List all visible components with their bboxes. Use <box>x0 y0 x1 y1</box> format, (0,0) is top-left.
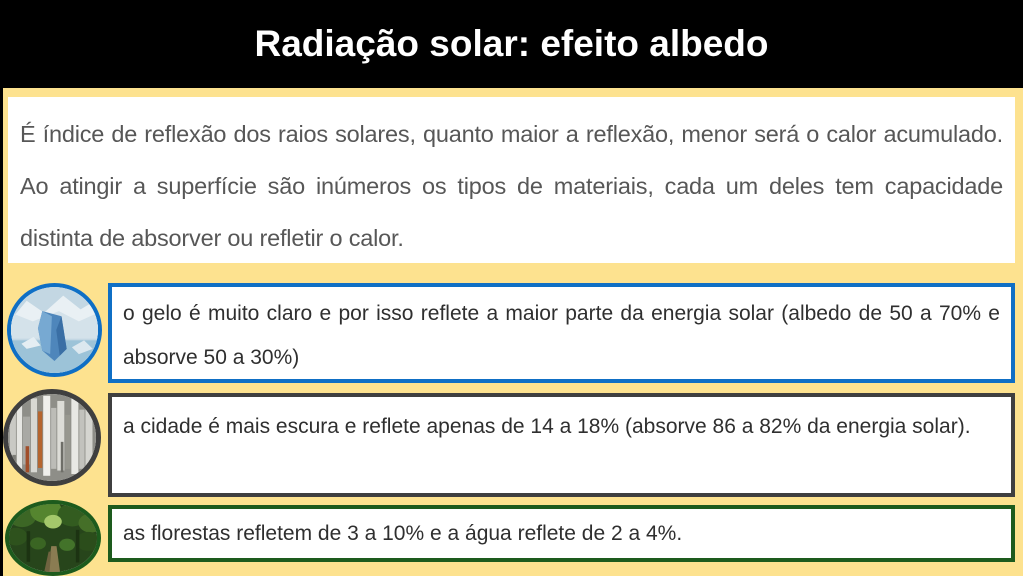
left-edge-stripe <box>0 0 3 576</box>
city-aerial-image <box>3 389 101 486</box>
header-bar <box>0 0 1023 88</box>
page-title: Radiação solar: efeito albedo <box>254 23 769 64</box>
intro-box <box>8 97 1015 263</box>
albedo-text-forest: as florestas refletem de 3 a 10% e a água reflete de 2 a 4%. <box>123 522 683 545</box>
albedo-row-ice <box>108 283 1015 383</box>
albedo-text-city: a cidade é mais escura e reflete apenas de 14 a 18% (absorve 86 a 82% da energia solar). <box>123 415 971 438</box>
iceberg-illustration <box>11 287 98 373</box>
city-illustration <box>8 394 96 481</box>
albedo-text-ice: o gelo é muito claro e por isso reflete a maior parte da energia solar (albedo de 50 a 70% e absorve 50 a 30%) <box>123 302 1000 369</box>
forest-image <box>5 500 101 576</box>
albedo-row-forest <box>108 505 1015 562</box>
forest-illustration <box>9 504 97 572</box>
albedo-row-city <box>108 393 1015 497</box>
iceberg-image <box>7 283 102 377</box>
intro-text: É índice de reflexão dos raios solares, quanto maior a reflexão, menor será o calor acumulado. Ao atingir a superfície são inúmeros os tipos de materiais, cada um deles tem capacidade distinta de absorver ou refletir o calor. <box>20 121 1003 251</box>
